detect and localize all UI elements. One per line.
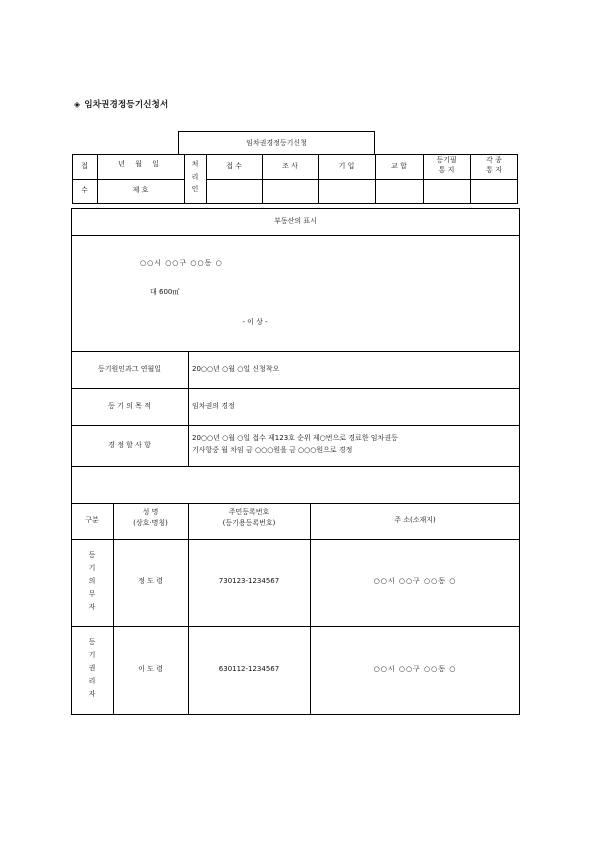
property-area: 대 600㎡ (150, 288, 180, 296)
cause-value: 20○○년 ○월 ○일 신청착오 (192, 365, 280, 373)
processor-label: 처 리 인 (191, 160, 199, 193)
property-address: ○○시 ○○구 ○○동 ○ (140, 259, 223, 267)
receipt-jeop-label: 접 (81, 162, 88, 170)
receipt-number-label: 제 호 (132, 186, 149, 194)
receipt-su-label: 수 (81, 186, 88, 194)
property-end-mark: - 이 상 - (242, 318, 268, 326)
purpose-label: 등 기 의 목 적 (108, 402, 151, 410)
holder-address: ○○시 ○○구 ○○동 ○ (373, 665, 457, 673)
receipt-each-line1: 각 종 (486, 156, 502, 164)
receipt-josa-label: 조 사 (282, 162, 298, 170)
property-section-header: 부동산의 표시 (274, 217, 317, 225)
parties-col-name-line1: 성 명 (142, 508, 159, 516)
receipt-date-label: 년 월 일 (118, 160, 163, 168)
obligor-address: ○○시 ○○구 ○○동 ○ (373, 577, 457, 585)
receipt-notice-line2: 통 지 (438, 166, 455, 174)
document-title (74, 98, 168, 110)
document-title-text: 임차권경정등기신청서 (84, 100, 169, 110)
receipt-giip-label: 기 입 (338, 162, 355, 170)
parties-col-address: 주 소(소재지) (394, 516, 436, 524)
receipt-gyohap-label: 교 합 (391, 162, 407, 170)
purpose-value: 임차권의 경정 (192, 402, 235, 410)
parties-col-id-line2: (등기용등록번호) (222, 519, 276, 527)
receipt-each-line2: 통 지 (486, 166, 502, 174)
parties-col-gubun: 구분 (85, 516, 99, 524)
obligor-name: 정 도 령 (138, 577, 163, 585)
parties-col-name-line2: (상호·명칭) (133, 519, 168, 527)
cause-label: 등기원인과그 연월일 (97, 365, 162, 373)
obligor-label: 등 기 의 무 자 (88, 551, 96, 611)
holder-label: 등 기 권 리 자 (88, 638, 96, 698)
receipt-jeopsu-label: 접 수 (226, 162, 242, 170)
correction-value-line2: 기사항중 월 차임 금 ○○○원을 금 ○○○원으로 경정 (192, 446, 353, 454)
correction-label: 경 정 할 사 항 (108, 441, 151, 449)
correction-value-line1: 20○○년 ○월 ○일 접수 제123호 순위 제○번으로 경료한 임차권등 (192, 434, 398, 442)
application-form-table (71, 208, 520, 715)
receipt-notice-line1: 등기필 (436, 156, 457, 164)
holder-id-number: 630112-1234567 (218, 665, 280, 673)
obligor-id-number: 730123-1234567 (218, 577, 280, 585)
receipt-header-text: 임차권경정등기신청 (246, 139, 307, 147)
diamond-marker-icon: ◈ (74, 100, 81, 109)
holder-name: 이 도 령 (138, 665, 163, 673)
parties-col-id-line1: 주민등록번호 (228, 508, 270, 516)
